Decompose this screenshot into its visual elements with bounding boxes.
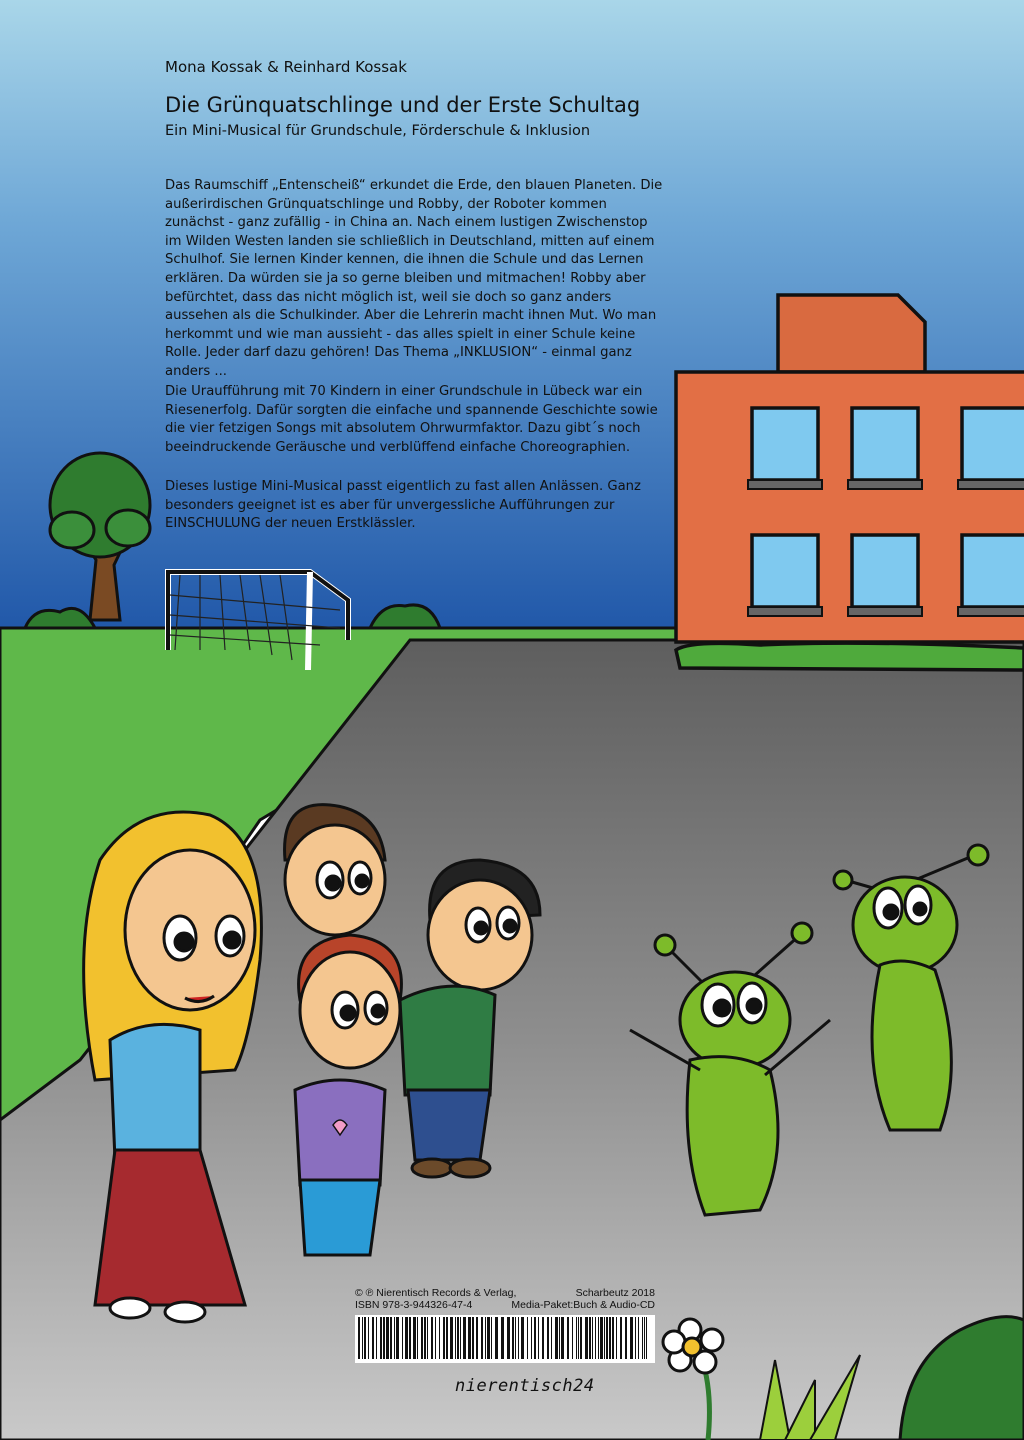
barcode-bar	[460, 1317, 461, 1359]
barcode-bar	[372, 1317, 374, 1359]
barcode-bar	[417, 1317, 418, 1359]
barcode-bar	[495, 1317, 498, 1359]
barcode-bar	[435, 1317, 436, 1359]
legal-info	[355, 1287, 655, 1311]
barcode-bar	[485, 1317, 486, 1359]
barcode-bar	[606, 1317, 608, 1359]
barcode-bar	[402, 1317, 403, 1359]
barcode-bar	[527, 1317, 528, 1359]
barcode-bar	[481, 1317, 483, 1359]
barcode-bar	[463, 1317, 466, 1359]
barcode-bar	[487, 1317, 490, 1359]
barcode-bar	[531, 1317, 532, 1359]
barcode-bar	[625, 1317, 627, 1359]
barcode-bar	[472, 1317, 474, 1359]
barcode-bar	[580, 1317, 582, 1359]
barcode-bar	[646, 1317, 647, 1359]
barcode-bar	[567, 1317, 569, 1359]
barcode-bar	[521, 1317, 524, 1359]
barcode-bar	[457, 1317, 459, 1359]
barcode-bar	[380, 1317, 382, 1359]
barcode-bar	[609, 1317, 611, 1359]
barcode-bar	[542, 1317, 544, 1359]
barcode-bar	[424, 1317, 426, 1359]
barcode-bar	[476, 1317, 478, 1359]
barcode-bar	[598, 1317, 599, 1359]
barcode-bar	[576, 1317, 577, 1359]
copyright-line: © ℗ Nierentisch Records & Verlag,	[355, 1287, 517, 1299]
barcode-bar	[630, 1317, 633, 1359]
barcode-bar	[362, 1317, 363, 1359]
isbn: ISBN 978-3-944326-47-4	[355, 1299, 473, 1311]
publisher-brand: nierentisch24	[455, 1376, 595, 1396]
barcode-bar	[501, 1317, 504, 1359]
barcode-bar	[515, 1317, 516, 1359]
book-subtitle: Ein Mini-Musical für Grundschule, Förderschule & Inklusion	[165, 123, 591, 139]
barcode-bar	[585, 1317, 588, 1359]
barcode-bar	[559, 1317, 560, 1359]
barcode-bar	[446, 1317, 448, 1359]
barcode-bar	[421, 1317, 423, 1359]
barcode-bar	[491, 1317, 492, 1359]
blurb-paragraph-3: Dieses lustige Mini-Musical passt eigentlich zu fast allen Anlässen. Ganz besonders geeignet ist es aber für unvergessliche Aufführungen zur EINSCHULUNG der neuen Erstklässler.	[165, 479, 641, 532]
barcode-bar	[439, 1317, 440, 1359]
barcode-bar	[600, 1317, 603, 1359]
barcode-bar	[368, 1317, 369, 1359]
barcode-bar	[405, 1317, 408, 1359]
barcode-bar	[572, 1317, 573, 1359]
barcode-bar	[396, 1317, 399, 1359]
barcode-bar	[413, 1317, 416, 1359]
barcode-bar	[383, 1317, 385, 1359]
book-title: Die Grünquatschlinge und der Erste Schultag	[165, 93, 641, 117]
barcode-bar	[409, 1317, 411, 1359]
barcode-bar	[364, 1317, 366, 1359]
barcode-bar	[455, 1317, 456, 1359]
boy-brown-hair	[285, 805, 385, 935]
barcode-bar	[547, 1317, 549, 1359]
barcode	[358, 1317, 652, 1359]
blurb-paragraph-1: Das Raumschiff „Entenscheiß“ erkundet die Erde, den blauen Planeten. Die außerirdischen Grünquatschlinge und Robby, der Roboter kommen zunächst - ganz zufällig - in China an. Nach einem lustigen Zwischenstop im Wilden Westen landen sie schließlich in Deutschland, mitten auf einem Schulhof. Sie lernen Kinder kennen, die ihnen die Schule und das Lernen erklären. Da würden sie ja so gerne bleiben und mitmachen! Robby aber befürchtet, dass das nicht möglich ist, weil sie doch so ganz anders aussehen als die Schulkinder. Aber die Lehrerin macht ihnen Mut. Wo man herkommt und wie man aussieht - das alles spielt in einer Schule keine Rolle. Jeder darf dazu gehören! Das Thema „INKLUSION“ - einmal ganz anders ...	[165, 178, 663, 379]
barcode-bar	[595, 1317, 596, 1359]
barcode-bar	[551, 1317, 552, 1359]
barcode-bar	[642, 1317, 643, 1359]
barcode-bar	[390, 1317, 392, 1359]
barcode-bar	[512, 1317, 514, 1359]
barcode-bar	[376, 1317, 377, 1359]
barcode-bar	[635, 1317, 636, 1359]
barcode-bar	[620, 1317, 622, 1359]
barcode-bar	[386, 1317, 389, 1359]
barcode-bar	[427, 1317, 428, 1359]
barcode-bar	[578, 1317, 579, 1359]
barcode-bar	[638, 1317, 639, 1359]
barcode-bar	[518, 1317, 519, 1359]
media-type: Media-Paket:Buch & Audio-CD	[511, 1299, 655, 1311]
authors: Mona Kossak & Reinhard Kossak	[165, 58, 407, 76]
place-year: Scharbeutz 2018	[575, 1287, 655, 1299]
blurb-paragraph-2: Die Uraufführung mit 70 Kindern in einer Grundschule in Lübeck war ein Riesenerfolg. Dafür sorgten die einfache und spannende Geschichte sowie die vier fetzigen Songs mit absolutem Ohrwurmfaktor. Dazu gibt´s noch beeindruckende Geräusche und verblüffend einfache Choreographien.	[165, 384, 658, 455]
barcode-bar	[612, 1317, 614, 1359]
barcode-bar	[431, 1317, 433, 1359]
barcode-bar	[394, 1317, 395, 1359]
barcode-bar	[616, 1317, 617, 1359]
barcode-bar	[534, 1317, 536, 1359]
barcode-bar	[644, 1317, 645, 1359]
barcode-bar	[507, 1317, 510, 1359]
barcode-bar	[555, 1317, 558, 1359]
barcode-bar	[450, 1317, 453, 1359]
barcode-bar	[561, 1317, 564, 1359]
barcode-bar	[468, 1317, 471, 1359]
barcode-bar	[604, 1317, 605, 1359]
barcode-bar	[358, 1317, 360, 1359]
barcode-bar	[538, 1317, 539, 1359]
barcode-bar	[592, 1317, 593, 1359]
barcode-bar	[589, 1317, 591, 1359]
barcode-bar	[443, 1317, 445, 1359]
